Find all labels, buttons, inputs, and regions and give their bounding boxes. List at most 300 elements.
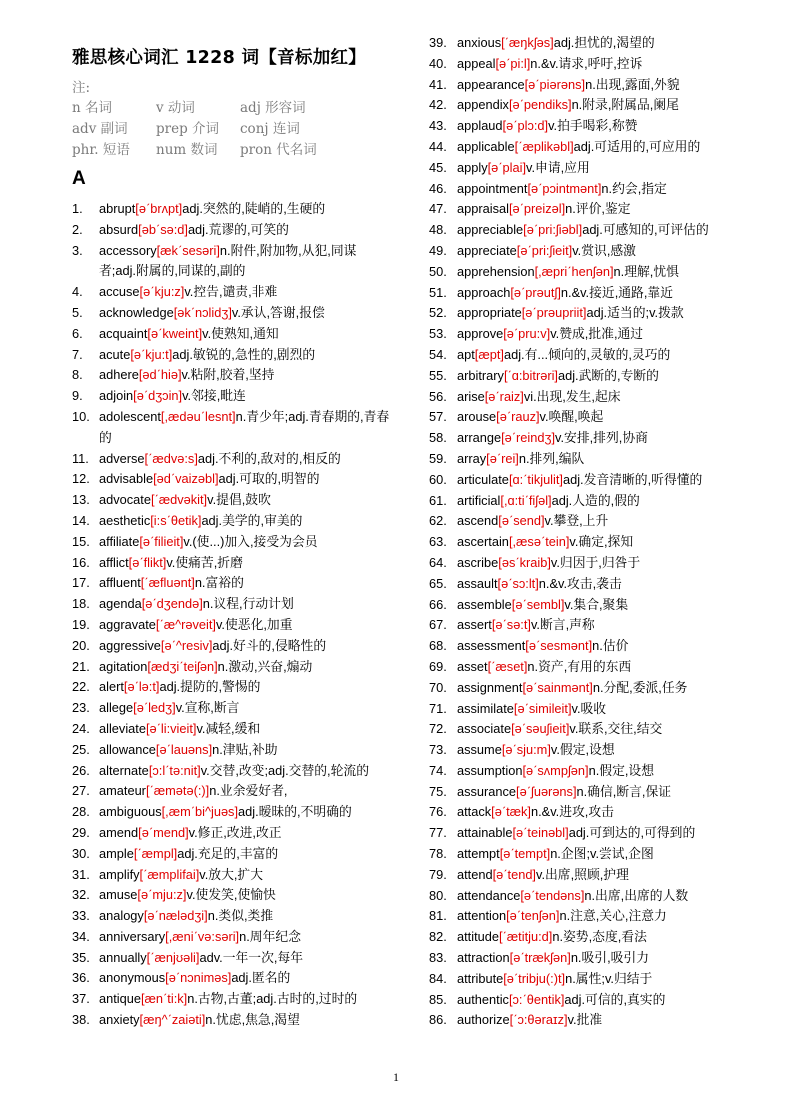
entry-body — [99, 511, 392, 532]
entry-word: assert — [457, 617, 492, 633]
entry-body — [99, 761, 392, 782]
entry-phonetic: [əˊlə:t] — [123, 679, 160, 695]
entry-phonetic: [ˊædvəkit] — [150, 492, 208, 508]
entry-definition: v.批准 — [567, 1012, 603, 1028]
entry-phonetic: [ˊædvə:s] — [144, 450, 198, 466]
vocab-entry — [72, 823, 392, 844]
entry-number: 38. — [72, 1012, 90, 1028]
entry-body — [99, 220, 392, 241]
entry-body — [457, 428, 749, 449]
entry-definition: v.减轻,缓和 — [196, 720, 261, 736]
vocab-entry — [429, 1010, 749, 1031]
entry-body — [457, 407, 749, 428]
entry-number: 66. — [429, 596, 447, 612]
entry-phonetic: [əˊʃuərəns] — [516, 783, 577, 799]
legend-heading: 注: — [72, 80, 91, 96]
vocab-entry — [429, 75, 749, 96]
entry-phonetic: [,ɑ:tiˊfiʃəl] — [500, 492, 552, 508]
entry-number: 43. — [429, 118, 447, 134]
vocab-entry — [72, 989, 392, 1010]
entry-definition: n.约会,指定 — [601, 180, 667, 196]
vocab-entry — [429, 116, 749, 137]
entry-phonetic: [ænˊti:k] — [140, 991, 188, 1007]
entry-body — [457, 802, 749, 823]
entry-definition: n.津贴,补助 — [212, 741, 278, 757]
entry-number: 45. — [429, 159, 447, 175]
entry-word: amateur — [99, 783, 146, 799]
entry-word: attend — [457, 866, 493, 882]
entry-body — [457, 241, 749, 262]
entry-phonetic: [əˊtribju(:)t] — [503, 970, 566, 986]
entry-body — [457, 262, 749, 283]
entry-number: 10. — [72, 408, 90, 424]
entry-phonetic: [əˊrauz] — [496, 409, 540, 425]
entry-number: 57. — [429, 409, 447, 425]
entry-body — [99, 490, 392, 511]
vocab-entry — [429, 574, 749, 595]
entry-word: advisable — [99, 471, 154, 487]
entry-number: 68. — [429, 638, 447, 654]
entry-body — [99, 282, 392, 303]
vocab-entry — [429, 54, 749, 75]
entry-word: afflict — [99, 554, 129, 570]
entry-body — [457, 179, 749, 200]
vocab-entry — [429, 199, 749, 220]
entry-phonetic: [əˊdʒɔin] — [133, 388, 183, 404]
entry-phonetic: [i:sˊθetik] — [150, 512, 202, 528]
vocab-entry — [429, 615, 749, 636]
entry-definition: v.(使...)加入,接受为会员 — [183, 533, 318, 549]
vocab-entry — [429, 678, 749, 699]
entry-body — [457, 574, 749, 595]
entry-definition: adj.有...倾向的,灵敏的,灵巧的 — [503, 346, 671, 362]
entry-definition: v.宣称,断言 — [175, 700, 240, 716]
vocab-entry — [429, 491, 749, 512]
entry-word: appraisal — [457, 201, 509, 217]
entry-definition: n.资产,有用的东西 — [527, 658, 632, 674]
entry-number: 46. — [429, 180, 447, 196]
entry-phonetic: [əˊsesmənt] — [525, 638, 593, 654]
entry-body — [99, 553, 392, 574]
entry-body — [99, 407, 392, 449]
entry-word: antique — [99, 991, 141, 1007]
entry-phonetic: [æpt] — [474, 346, 504, 362]
entry-phonetic: [əˊsimileit] — [513, 700, 572, 716]
entry-definition: v.粘附,胶着,坚持 — [181, 367, 275, 383]
vocab-entry — [72, 407, 392, 449]
entry-body — [99, 657, 392, 678]
entry-body — [457, 75, 749, 96]
entry-body — [457, 615, 749, 636]
vocab-entry — [429, 33, 749, 54]
entry-phonetic: [ɔ:lˊtə:nit] — [148, 762, 201, 778]
entry-definition: adj.敏锐的,急性的,剧烈的 — [172, 346, 316, 362]
entry-definition: v.赞成,批准,通过 — [550, 326, 644, 342]
entry-phonetic: [əˊreindʒ] — [501, 430, 556, 446]
entry-definition: v.承认,答谢,报偿 — [231, 304, 325, 320]
entry-word: ascertain — [457, 534, 509, 550]
entry-definition: v.假定,设想 — [550, 742, 615, 758]
entry-phonetic: [ˊæŋkʃəs] — [501, 35, 554, 50]
entry-number: 49. — [429, 242, 447, 258]
entry-phonetic: [əˊrei] — [486, 450, 519, 466]
entry-number: 26. — [72, 762, 90, 778]
vocab-entry — [72, 615, 392, 636]
legend-row — [72, 119, 372, 140]
entry-body — [99, 989, 392, 1010]
page-number: 1 — [393, 1070, 399, 1084]
entry-number: 3. — [72, 242, 83, 258]
entry-body — [99, 677, 392, 698]
entry-body — [457, 969, 749, 990]
entry-definition: v.邻接,毗连 — [182, 388, 246, 404]
entry-number: 52. — [429, 305, 447, 321]
entry-word: ascend — [457, 513, 499, 529]
entry-body — [457, 220, 749, 241]
vocab-entry — [429, 428, 749, 449]
entry-definition: n.附录,附属品,阑尾 — [571, 97, 679, 113]
entry-body — [457, 740, 749, 761]
entry-word: aggressive — [99, 637, 161, 653]
entry-word: applaud — [457, 118, 503, 134]
entry-body — [457, 990, 749, 1011]
entry-phonetic: [əˊtrækʃən] — [509, 950, 571, 966]
entry-number: 40. — [429, 55, 447, 71]
entry-body — [457, 761, 749, 782]
entry-phonetic: [əˊpreizəl] — [508, 201, 566, 217]
entry-definition: adj.可信的,真实的 — [564, 991, 666, 1007]
entry-body — [457, 927, 749, 948]
entry-word: approach — [457, 284, 511, 300]
entry-definition: v.使发笑,使愉快 — [186, 887, 276, 903]
entry-word: amend — [99, 824, 139, 840]
entry-definition: adj.担忧的,渴望的 — [553, 35, 655, 50]
entry-definition: v.拍手喝彩,称赞 — [548, 118, 638, 134]
entry-body — [99, 865, 392, 886]
entry-number: 83. — [429, 950, 447, 966]
entry-phonetic: [əˊraiz] — [484, 388, 524, 404]
entry-phonetic: [əˊpri:ʃieit] — [516, 242, 573, 258]
entry-definition: n.古物,古董;adj.古时的,过时的 — [187, 991, 358, 1007]
entry-number: 22. — [72, 679, 90, 695]
entry-number: 34. — [72, 928, 90, 944]
vocab-entry — [72, 282, 392, 303]
entry-word: attraction — [457, 950, 510, 966]
vocab-entry — [429, 865, 749, 886]
entry-word: authorize — [457, 1012, 510, 1028]
vocab-entry — [429, 179, 749, 200]
entry-body — [457, 303, 749, 324]
entry-number: 41. — [429, 76, 447, 92]
legend-item: n 名词 — [72, 100, 112, 116]
entry-definition: n.评价,鉴定 — [565, 201, 631, 217]
vocab-entry — [429, 158, 749, 179]
entry-body — [457, 95, 749, 116]
vocab-entry — [72, 220, 392, 241]
entry-number: 59. — [429, 450, 447, 466]
vocab-entry — [72, 241, 392, 283]
entry-word: arbitrary — [457, 367, 504, 383]
entry-phonetic: [əˊtenʃən] — [506, 908, 560, 924]
entry-number: 74. — [429, 762, 447, 778]
entry-number: 69. — [429, 658, 447, 674]
entry-number: 31. — [72, 866, 90, 882]
entry-definition: v.赏识,感激 — [572, 242, 636, 258]
entry-definition: adj.不利的,敌对的,相反的 — [197, 450, 341, 466]
entry-body — [99, 615, 392, 636]
entry-phonetic: [əˊsəuʃieit] — [511, 721, 570, 737]
entry-body — [457, 116, 749, 137]
entry-body — [457, 699, 749, 720]
entry-body — [457, 491, 749, 512]
entry-definition: adj.可适用的,可应用的 — [573, 138, 701, 154]
entry-body — [99, 241, 392, 283]
entry-body — [457, 199, 749, 220]
entry-definition: n.假定,设想 — [588, 762, 655, 778]
entry-definition: n.周年纪念 — [239, 928, 301, 944]
entry-phonetic: [əˊsend] — [498, 513, 545, 529]
vocab-entry — [72, 449, 392, 470]
entry-body — [457, 345, 749, 366]
entry-word: adverse — [99, 450, 145, 466]
entry-phonetic: [əsˊkraib] — [498, 554, 551, 570]
entry-word: adjoin — [99, 388, 134, 404]
entry-number: 60. — [429, 471, 447, 487]
legend-item: adv 副词 — [72, 121, 128, 137]
entry-definition: v.唤醒,唤起 — [539, 409, 604, 425]
entry-word: acute — [99, 346, 131, 362]
entry-body — [457, 283, 749, 304]
entry-phonetic: [ædʒiˊteiʃən] — [147, 658, 218, 674]
vocab-entry — [72, 885, 392, 906]
entry-word: analogy — [99, 908, 144, 924]
entry-number: 53. — [429, 326, 447, 342]
vocab-entry — [429, 719, 749, 740]
entry-definition: n.青少年;adj.青春期的,青春的 — [99, 408, 390, 445]
entry-number: 64. — [429, 554, 447, 570]
entry-body — [99, 345, 392, 366]
vocab-entry — [72, 573, 392, 594]
page-title: 雅思核心词汇 1228 词【音标加红】 — [72, 48, 367, 68]
entry-word: abrupt — [99, 201, 136, 216]
entry-word: array — [457, 450, 487, 466]
entry-phonetic: [əˊplɔ:d] — [502, 118, 549, 134]
legend-item: pron 代名词 — [240, 142, 317, 158]
vocab-entry — [429, 366, 749, 387]
entry-word: assessment — [457, 638, 526, 654]
entry-phonetic: [,æniˊvə:səri] — [165, 928, 240, 944]
entry-word: acknowledge — [99, 304, 174, 320]
entry-word: acquaint — [99, 325, 148, 341]
entry-definition: adj.暧昧的,不明确的 — [238, 804, 352, 820]
entry-word: allowance — [99, 741, 156, 757]
entry-definition: n.附件,附加物,从犯,同谋者;adj.附属的,同谋的,副的 — [99, 242, 357, 279]
entry-definition: adj.武断的,专断的 — [557, 367, 659, 383]
entry-word: assumption — [457, 762, 523, 778]
entry-word: attitude — [457, 929, 499, 945]
entry-phonetic: [əˊbrʌpt] — [135, 201, 183, 216]
vocab-entry — [429, 969, 749, 990]
entry-phonetic: [əˊmend] — [138, 824, 189, 840]
entry-definition: adj.好斗的,侵略性的 — [212, 637, 327, 653]
vocab-entry — [429, 782, 749, 803]
entry-number: 82. — [429, 929, 447, 945]
entry-definition: v.申请,应用 — [526, 159, 590, 175]
entry-number: 23. — [72, 700, 90, 716]
entry-phonetic: [əˊnælədʒi] — [143, 908, 208, 924]
entry-definition: adj.提防的,警惕的 — [159, 679, 261, 695]
entry-word: appreciate — [457, 242, 517, 258]
entry-definition: n.&v.进攻,攻击 — [530, 804, 614, 820]
entry-definition: v.攀登,上升 — [544, 513, 609, 529]
entry-word: aggravate — [99, 616, 156, 632]
vocab-entry — [72, 761, 392, 782]
entry-body — [457, 137, 749, 158]
entry-body — [457, 449, 749, 470]
entry-word: absurd — [99, 221, 139, 237]
entry-number: 58. — [429, 430, 447, 446]
entry-phonetic: [ˊæ^rəveit] — [155, 616, 216, 632]
entry-definition: adj.充足的,丰富的 — [177, 845, 279, 861]
section-letter: A — [72, 168, 86, 189]
entry-definition: n.&v.请求,呼吁,控诉 — [530, 55, 643, 71]
entry-word: applicable — [457, 138, 515, 154]
vocab-entry — [72, 719, 392, 740]
entry-number: 56. — [429, 388, 447, 404]
entry-body — [457, 54, 749, 75]
entry-number: 36. — [72, 970, 90, 986]
vocab-entry — [429, 345, 749, 366]
entry-definition: adv.一年一次,每年 — [199, 949, 304, 965]
entry-phonetic: [əˊdʒendə] — [141, 596, 203, 612]
entry-definition: n.激动,兴奋,煽动 — [217, 658, 313, 674]
entry-word: anniversary — [99, 928, 166, 944]
entry-number: 81. — [429, 908, 447, 924]
entry-phonetic: [əˊsainmənt] — [522, 679, 593, 695]
vocab-entry — [72, 906, 392, 927]
entry-definition: v.安排,排列,协商 — [555, 430, 648, 446]
entry-number: 28. — [72, 804, 90, 820]
entry-number: 1. — [72, 201, 83, 216]
entry-phonetic: [ˊæset] — [487, 658, 528, 674]
vocab-entry — [429, 699, 749, 720]
entry-body — [457, 387, 749, 408]
entry-number: 21. — [72, 658, 90, 674]
entry-phonetic: [əˊteinəbl] — [512, 825, 569, 841]
vocab-entry — [429, 948, 749, 969]
vocab-entry — [429, 886, 749, 907]
entry-word: appeal — [457, 55, 496, 71]
entry-number: 19. — [72, 616, 90, 632]
entry-body — [457, 782, 749, 803]
entry-definition: n.业余爱好者, — [209, 783, 288, 799]
entry-number: 20. — [72, 637, 90, 653]
entry-phonetic: [əˊflikt] — [128, 554, 167, 570]
entry-definition: v.吸收 — [571, 700, 607, 716]
entry-number: 9. — [72, 388, 83, 404]
vocab-entry — [72, 386, 392, 407]
entry-definition: n.出席,出席的人数 — [584, 887, 689, 903]
vocab-entry — [72, 345, 392, 366]
entry-number: 29. — [72, 824, 90, 840]
abbreviation-legend — [72, 78, 372, 161]
entry-body — [99, 303, 392, 324]
entry-phonetic: [ˊɑ:bitrəri] — [503, 367, 558, 383]
entry-phonetic: [əbˊsə:d] — [138, 221, 188, 237]
entry-definition: v.确定,探知 — [569, 534, 634, 550]
entry-body — [457, 906, 749, 927]
entry-definition: v.控告,谴责,非难 — [184, 284, 278, 300]
vocab-entry — [72, 927, 392, 948]
entry-number: 85. — [429, 991, 447, 1007]
entry-word: alert — [99, 679, 124, 695]
entry-body — [99, 968, 392, 989]
entry-word: aesthetic — [99, 512, 151, 528]
vocab-entry — [429, 761, 749, 782]
vocab-entry — [72, 324, 392, 345]
vocab-column-left — [72, 199, 392, 1031]
entry-body — [99, 948, 392, 969]
entry-definition: n.姿势,态度,看法 — [552, 929, 647, 945]
entry-number: 4. — [72, 284, 83, 300]
vocab-entry — [72, 636, 392, 657]
entry-number: 11. — [72, 450, 89, 466]
entry-phonetic: [əˊpri:ʃiəbl] — [523, 222, 583, 238]
entry-phonetic: [,ædəuˊlesnt] — [160, 408, 236, 424]
vocab-entry — [72, 1010, 392, 1031]
vocab-entry — [72, 802, 392, 823]
vocab-entry — [429, 657, 749, 678]
entry-number: 78. — [429, 846, 447, 862]
entry-word: agitation — [99, 658, 148, 674]
legend-item: v 动词 — [156, 100, 195, 116]
entry-phonetic: [əˊpru:v] — [503, 326, 551, 342]
entry-definition: v.使恶化,加重 — [215, 616, 293, 632]
entry-phonetic: [ˊæfluənt] — [140, 575, 195, 591]
entry-definition: v.出席,照顾,护理 — [536, 866, 629, 882]
entry-definition: adj.突然的,陡峭的,生硬的 — [182, 201, 326, 216]
vocab-entry — [429, 387, 749, 408]
entry-body — [99, 719, 392, 740]
vocab-entry — [72, 490, 392, 511]
entry-body — [99, 532, 392, 553]
entry-definition: adj.适当的;v.拨款 — [586, 305, 684, 321]
vocab-entry — [429, 802, 749, 823]
legend-item: num 数词 — [156, 142, 218, 158]
entry-number: 50. — [429, 263, 447, 279]
entry-phonetic: [əˊpi:l] — [495, 55, 531, 71]
entry-phonetic: [ˊæplikəbl] — [514, 138, 574, 154]
entry-body — [457, 948, 749, 969]
entry-phonetic: [ækˊsesəri] — [156, 242, 220, 258]
vocab-entry — [72, 968, 392, 989]
vocab-entry — [429, 553, 749, 574]
entry-number: 72. — [429, 721, 447, 737]
entry-word: approve — [457, 326, 504, 342]
entry-phonetic: [əˊsembl] — [511, 596, 565, 612]
entry-definition: adj.可取的,明智的 — [218, 471, 320, 487]
entry-definition: n.排列,编队 — [518, 450, 585, 466]
entry-word: agenda — [99, 596, 142, 612]
entry-definition: n.属性;v.归结于 — [565, 970, 653, 986]
entry-number: 55. — [429, 367, 447, 383]
entry-definition: adj.可感知的,可评估的 — [582, 222, 709, 238]
entry-definition: n.富裕的 — [194, 575, 244, 591]
entry-number: 12. — [72, 471, 90, 487]
vocab-entry — [72, 740, 392, 761]
entry-definition: n.出现,露面,外貌 — [585, 76, 680, 92]
entry-body — [457, 553, 749, 574]
